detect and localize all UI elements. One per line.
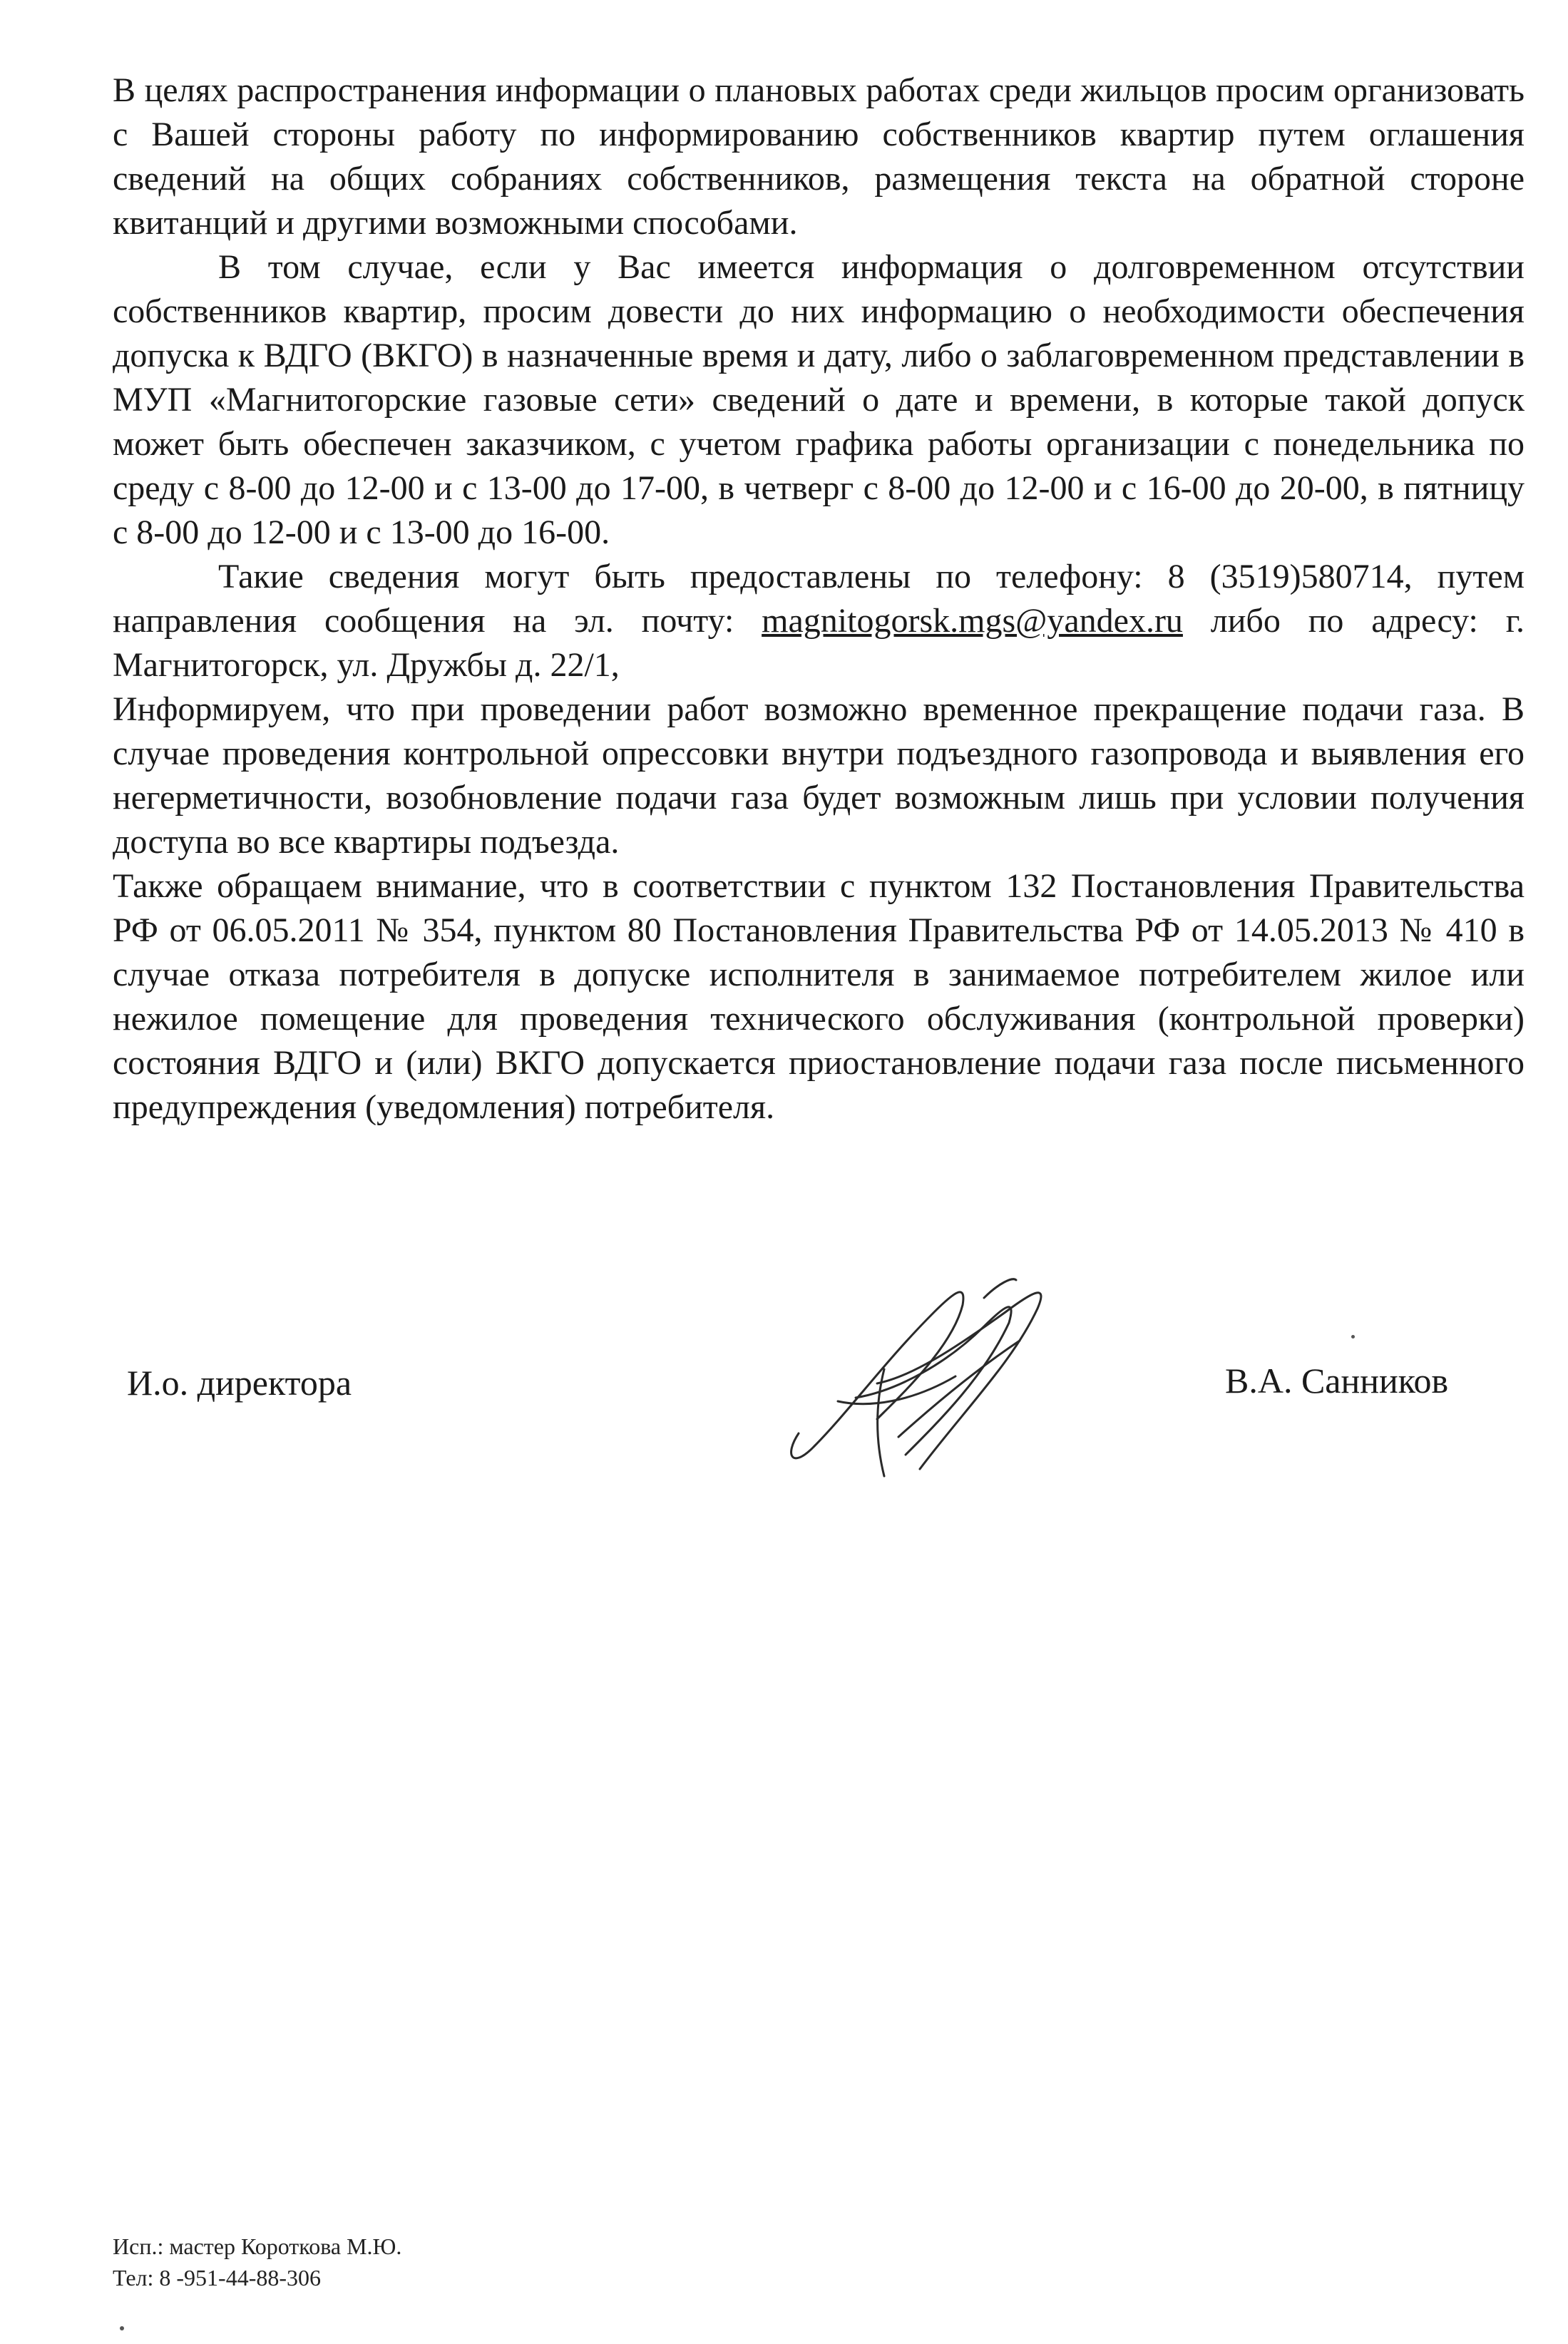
handwritten-signature [770, 1255, 1084, 1490]
paragraph-gas-interruption: Информируем, что при проведении работ возможно временное прекращение подачи газа. В случае проведения контрольной опрессовки внутри подъездного газопровода и выявления его негерметичности, возобновление подачи газа будет возможным лишь при условии получения доступа во все квартиры подъезда. [113, 690, 1525, 861]
executor-footer [113, 2231, 401, 2293]
executor-name: Исп.: мастер Короткова М.Ю. [113, 2233, 402, 2259]
contact-text-before-email: Такие сведения могут быть предоставлены по телефону: 8 (3519)580714, путем направления сообщения на эл. почту: [113, 558, 1525, 640]
scan-speck [120, 2326, 124, 2330]
scan-speck [1351, 1335, 1355, 1339]
paragraph-absent-owners: В том случае, если у Вас имеется информация о долговременном отсутствии собственников квартир, просим довести до них информацию о необходимости обеспечения допуска к ВДГО (ВКГО) в назначенные время и дату, либо о заблаговременном представлении в МУП «Магнитогорские газовые сети» сведений о дате и времени, в которые такой допуск может быть обеспечен заказчиком, с учетом графика работы организации с понедельника по среду с 8-00 до 12-00 и с 13-00 до 17-00, в четверг с 8-00 до 12-00 и с 16-00 до 20-00, в пятницу с 8-00 до 12-00 и с 13-00 до 16-00. [113, 248, 1525, 551]
letter-body [113, 68, 1525, 1130]
signer-name: В.А. Санников [1225, 1361, 1449, 1401]
signer-position-title: И.о. директора [127, 1363, 352, 1403]
paragraph-contact-info [113, 555, 1525, 687]
executor-phone: Тел: 8 -951-44-88-306 [113, 2265, 322, 2291]
contact-text-after-email: либо по адресу: г. Магнитогорск, ул. Дружбы д. 22/1, [113, 602, 1525, 684]
paragraph-legal-notice: Также обращаем внимание, что в соответствии с пунктом 132 Постановления Правительства РФ от 06.05.2011 № 354, пунктом 80 Постановления Правительства РФ от 14.05.2013 № 410 в случае отказа потребителя в допуске исполнителя в занимаемое потребителем жилое или нежилое помещение для проведения технического обслуживания (контрольной проверки) состояния ВДГО и (или) ВКГО допускается приостановление подачи газа после письменного предупреждения (уведомления) потребителя. [113, 867, 1525, 1126]
paragraph-distribution-request: В целях распространения информации о плановых работах среди жильцов просим организовать с Вашей стороны работу по информированию собственников квартир путем оглашения сведений на общих собраниях собственников, размещения текста на обратной стороне квитанций и другими возможными способами. [113, 71, 1525, 242]
email-link[interactable]: magnitogorsk.mgs@yandex.ru [762, 602, 1183, 640]
